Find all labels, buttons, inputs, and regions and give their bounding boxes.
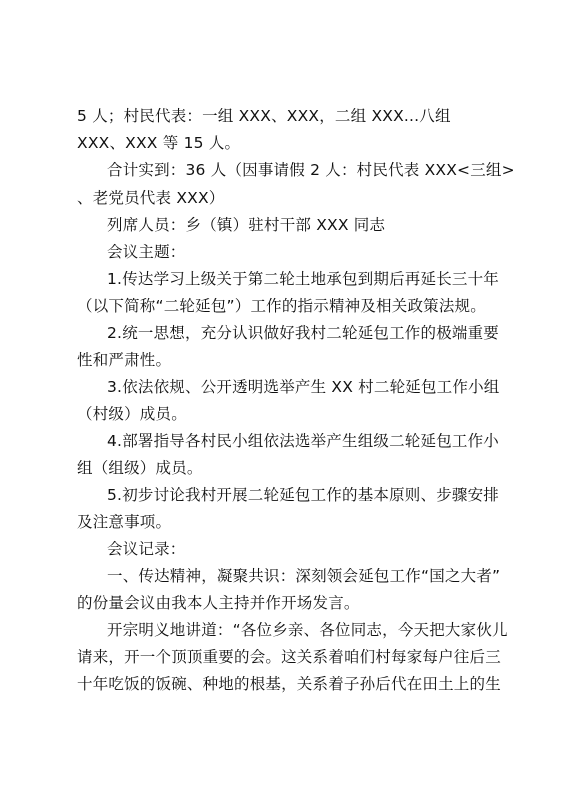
section-heading: 会议主题： <box>107 243 186 261</box>
body-text-line: （村级）成员。 <box>77 405 187 423</box>
body-text-line: 合计实到：36 人（因事请假 2 人：村民代表 XXX<三组> <box>107 161 515 179</box>
body-text-line: （以下简称“二轮延包”）工作的指示精神及相关政策法规。 <box>77 297 486 315</box>
body-text-line: 3.依法依规、公开透明选举产生 XX 村二轮延包工作小组 <box>107 378 500 396</box>
body-text-line: 一、传达精神，凝聚共识：深刻领会延包工作“国之大者” <box>107 567 501 585</box>
body-text-line: 、老党员代表 XXX） <box>77 189 225 207</box>
body-text-line: 开宗明义地讲道：“各位乡亲、各位同志，今天把大家伙儿 <box>107 621 508 639</box>
body-text-line: 组（组级）成员。 <box>77 459 203 477</box>
body-text-line: 5.初步讨论我村开展二轮延包工作的基本原则、步骤安排 <box>107 486 499 504</box>
section-heading: 会议记录： <box>107 540 186 558</box>
body-text-line: 请来，开一个顶顶重要的会。这关系着咱们村每家每户往后三 <box>77 648 501 666</box>
body-text-line: 列席人员：乡（镇）驻村干部 XXX 同志 <box>107 216 386 234</box>
body-text-line: 5 人；村民代表：一组 XXX、XXX，二组 XXX...八组 <box>77 107 451 125</box>
body-text-line: 性和严肃性。 <box>77 351 172 369</box>
body-text-line: 的份量会议由我本人主持并作开场发言。 <box>77 594 360 612</box>
body-text-line: 1.传达学习上级关于第二轮土地承包到期后再延长三十年 <box>107 270 499 288</box>
body-text-line: 4.部署指导各村民小组依法选举产生组级二轮延包工作小 <box>107 432 499 450</box>
body-text-line: 及注意事项。 <box>77 513 172 531</box>
body-text-line: XXX、XXX 等 15 人。 <box>77 134 241 152</box>
body-text-line: 2.统一思想，充分认识做好我村二轮延包工作的极端重要 <box>107 324 499 342</box>
body-text-line: 十年吃饭的饭碗、种地的根基，关系着子孙后代在田土上的生 <box>77 675 501 693</box>
